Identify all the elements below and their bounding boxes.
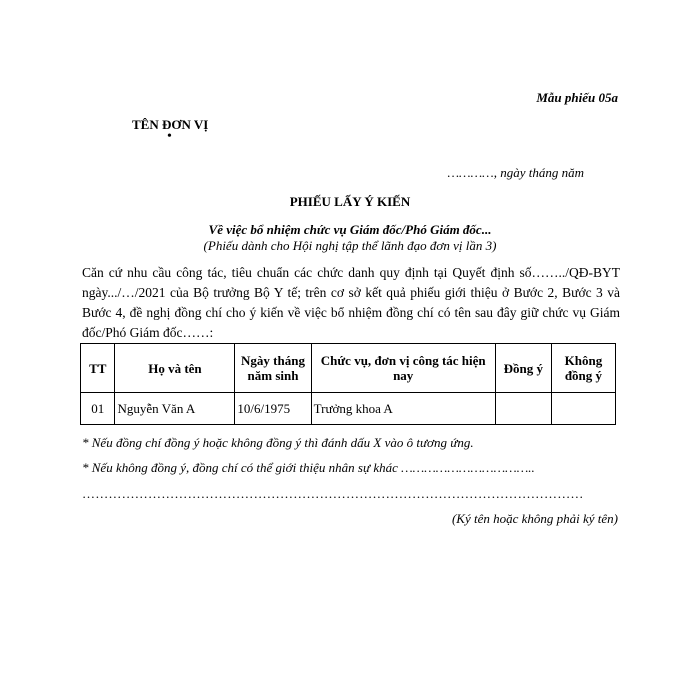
note-alternative: * Nếu không đồng ý, đồng chí có thể giới thiệu nhân sự khác …………………………….. (82, 460, 535, 475)
document-subtitle: Về việc bổ nhiệm chức vụ Giám đốc/Phó Giám đốc... (208, 222, 492, 237)
body-line: Bước 4, đề nghị đồng chí cho ý kiến về việc bổ nhiệm đồng chí có tên sau đây giữ chức vụ Giám (82, 305, 620, 320)
body-line: Căn cứ nhu cầu công tác, tiêu chuẩn các chức danh quy định tại Quyết định số……../QĐ-BYT (82, 265, 620, 280)
header-agree: Đồng ý (495, 344, 551, 393)
signature-note: (Ký tên hoặc không phải ký tên) (451, 511, 618, 526)
org-name: TÊN ĐƠN VỊ (132, 117, 209, 132)
cell-agree-checkbox[interactable] (495, 393, 551, 425)
header-name: Họ và tên (115, 344, 235, 393)
header-position: Chức vụ, đơn vị công tác hiện nay (311, 344, 495, 393)
cell-disagree-checkbox[interactable] (551, 393, 615, 425)
body-line: đốc/Phó Giám đốc……: (82, 325, 214, 340)
cell-position: Trưởng khoa A (311, 393, 495, 425)
org-bullet: • (167, 129, 172, 144)
header-tt: TT (81, 344, 115, 393)
fill-in-line[interactable]: …………………………………………………………………………………………………… (82, 486, 584, 501)
document-title: PHIẾU LẤY Ý KIẾN (289, 194, 411, 209)
note-mark-x: * Nếu đồng chí đồng ý hoặc không đồng ý thì đánh dấu X vào ô tương ứng. (82, 435, 474, 450)
header-dob: Ngày tháng năm sinh (235, 344, 311, 393)
body-paragraph (82, 263, 620, 343)
table-row (81, 393, 616, 425)
candidate-table (80, 343, 616, 425)
form-code: Mẫu phiếu 05a (536, 90, 618, 105)
cell-name: Nguyễn Văn A (115, 393, 235, 425)
document-subnote: (Phiếu dành cho Hội nghị tập thể lãnh đạo đơn vị lần 3) (203, 238, 497, 253)
cell-tt: 01 (81, 393, 115, 425)
table-header-row (81, 344, 616, 393)
header-disagree: Không đồng ý (551, 344, 615, 393)
cell-dob: 10/6/1975 (235, 393, 311, 425)
body-line: ngày.../…/2021 của Bộ trưởng Bộ Y tế; trên cơ sở kết quả phiếu giới thiệu ở Bước 2, Bước 3 và (82, 285, 620, 300)
date-line: …………, ngày tháng năm (447, 165, 584, 180)
